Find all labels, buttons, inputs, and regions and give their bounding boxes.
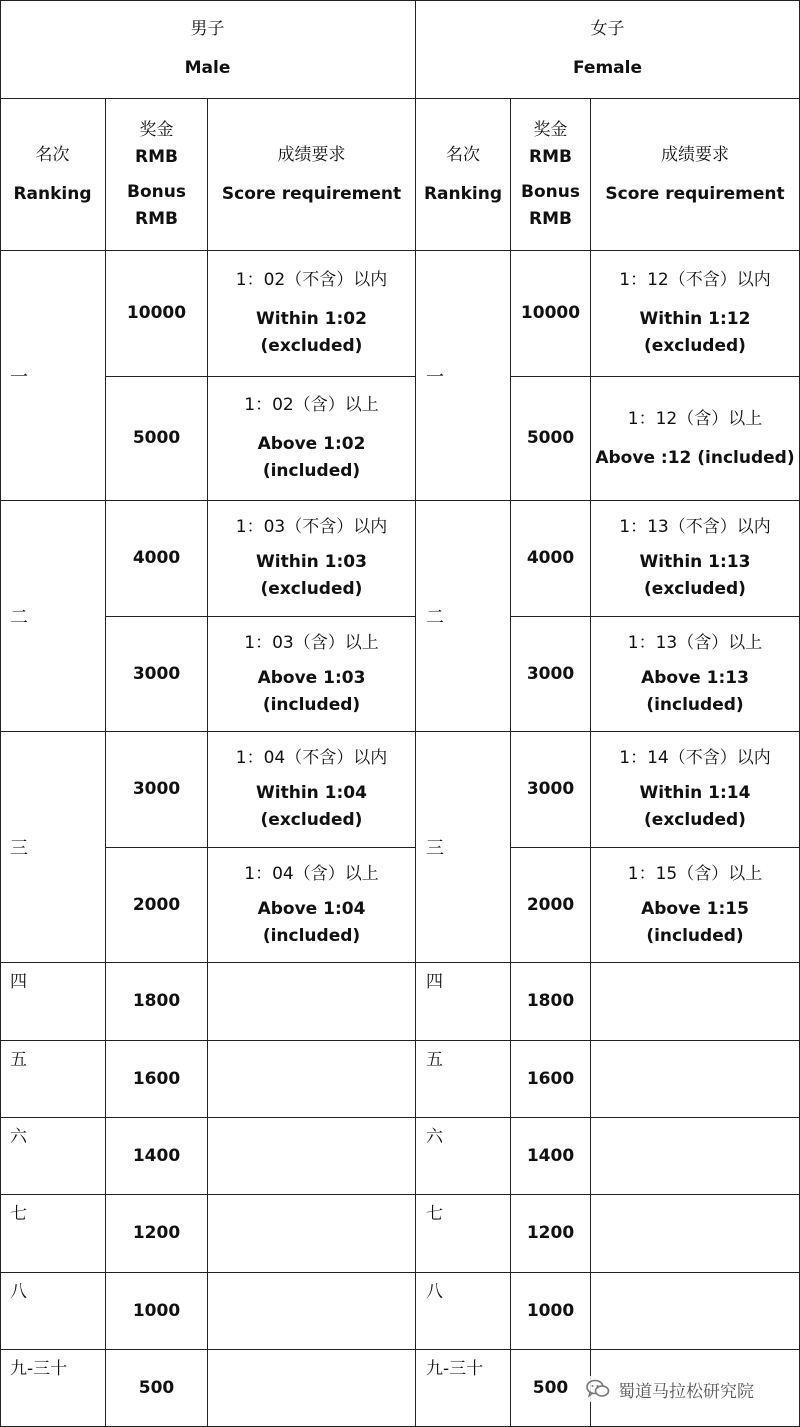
bonus-value: 5000: [526, 428, 575, 448]
rank-label: 九-三十: [426, 1359, 484, 1379]
bonus-value: 1000: [132, 1300, 181, 1321]
bonus-value: 1600: [132, 1068, 181, 1089]
rank-label: 三: [426, 838, 444, 859]
req-en-line1: Above 1:15: [641, 898, 749, 919]
subheader-ranking-female: [416, 99, 511, 251]
req-cn: 1：04（含）以上: [244, 863, 379, 884]
rank-cell: [0, 732, 106, 963]
rank-label: 三: [10, 838, 28, 859]
bonus-value: 1400: [132, 1145, 181, 1166]
bonus-value: 1400: [526, 1145, 575, 1166]
rank-label: 八: [426, 1282, 443, 1302]
score-cell: [208, 251, 416, 377]
req-cn: 1：12（含）以上: [627, 408, 763, 429]
header-male: [0, 0, 416, 99]
bonus-cell: [106, 251, 208, 377]
req-en-line2: (included): [262, 461, 361, 481]
header-female-cn: 女子: [590, 19, 625, 39]
bonus-label-cn: 奖金: [533, 119, 568, 140]
req-en-line1: Within 1:02: [256, 309, 367, 329]
score-cell: [591, 251, 800, 377]
bonus-cell: [511, 617, 591, 732]
bonus-value: 2000: [526, 894, 575, 915]
bonus-label-rmb2: RMB: [135, 208, 178, 229]
rank-cell: [416, 1273, 511, 1350]
rank-label: 一: [10, 366, 28, 388]
req-en-line2: (included): [262, 694, 361, 715]
bonus-cell: [106, 1041, 208, 1118]
rank-cell: [416, 963, 511, 1041]
bonus-cell: [511, 1195, 591, 1273]
bonus-label-en: Bonus: [521, 181, 580, 202]
req-en-line1: Above 1:13: [641, 667, 749, 688]
score-label-en: Score requirement: [605, 183, 785, 204]
ranking-label-en: Ranking: [13, 183, 92, 204]
bonus-cell: [511, 377, 591, 501]
bonus-value: 10000: [126, 303, 187, 323]
ranking-label-en: Ranking: [423, 183, 503, 204]
rank-label: 一: [426, 366, 444, 388]
subheader-ranking-male: [0, 99, 106, 251]
score-cell: [591, 1195, 800, 1273]
bonus-cell: [511, 1273, 591, 1350]
score-cell: [208, 963, 416, 1041]
bonus-value: 1600: [526, 1068, 575, 1089]
req-en-line2: (excluded): [260, 810, 363, 830]
bonus-cell: [511, 1118, 591, 1195]
rank-cell: [0, 1118, 106, 1195]
bonus-value: 2000: [132, 894, 181, 915]
rank-cell: [0, 1195, 106, 1273]
score-cell: [591, 963, 800, 1041]
req-en-line2: (excluded): [260, 336, 363, 356]
watermark-text: 蜀道马拉松研究院: [618, 1381, 754, 1402]
req-cn: 1：14（不含）以内: [619, 748, 771, 768]
bonus-value: 1800: [526, 991, 575, 1011]
score-cell: [208, 848, 416, 963]
bonus-cell: [106, 732, 208, 848]
score-label-cn: 成绩要求: [661, 144, 729, 165]
bonus-label-cn: 奖金: [139, 119, 174, 140]
req-en-line1: Above 1:03: [257, 667, 366, 688]
bonus-cell: [511, 732, 591, 848]
score-cell: [208, 1273, 416, 1350]
rank-label: 八: [10, 1282, 27, 1302]
rank-label: 二: [426, 607, 444, 628]
req-cn: 1：02（不含）以内: [235, 270, 388, 290]
bonus-value: 500: [532, 1377, 569, 1398]
rank-label: 六: [10, 1127, 27, 1147]
bonus-cell: [106, 963, 208, 1041]
bonus-cell: [106, 1350, 208, 1427]
rank-cell: [416, 501, 511, 732]
req-en-line1: Above :12 (included): [595, 447, 795, 468]
score-cell: [591, 848, 800, 963]
bonus-value: 3000: [132, 663, 181, 684]
bonus-label-en: Bonus: [127, 181, 186, 202]
rank-label: 六: [426, 1127, 443, 1147]
score-cell: [208, 1041, 416, 1118]
bonus-cell: [106, 848, 208, 963]
rank-cell: [0, 1350, 106, 1427]
req-cn: 1：03（含）以上: [244, 632, 379, 653]
rank-label: 四: [426, 972, 443, 992]
bonus-value: 1800: [132, 991, 181, 1011]
score-cell: [208, 1195, 416, 1273]
req-cn: 1：04（不含）以内: [235, 748, 388, 768]
req-cn: 1：12（不含）以内: [619, 270, 771, 290]
bonus-cell: [106, 1118, 208, 1195]
bonus-value: 3000: [526, 779, 575, 799]
score-cell: [591, 1273, 800, 1350]
score-cell: [591, 1041, 800, 1118]
bonus-value: 500: [138, 1377, 175, 1398]
score-cell: [591, 1118, 800, 1195]
bonus-cell: [511, 1041, 591, 1118]
bonus-cell: [106, 377, 208, 501]
subheader-bonus-female: [511, 99, 591, 251]
rank-label: 四: [10, 972, 27, 992]
req-en-line1: Within 1:14: [639, 783, 751, 803]
req-cn: 1：13（含）以上: [627, 632, 763, 653]
rank-label: 九-三十: [10, 1359, 68, 1379]
subheader-bonus-male: [106, 99, 208, 251]
header-male-en: Male: [184, 58, 231, 78]
rank-cell: [0, 1041, 106, 1118]
bonus-cell: [511, 963, 591, 1041]
score-cell: [591, 501, 800, 617]
score-cell: [208, 1350, 416, 1427]
rank-label: 五: [426, 1050, 443, 1070]
bonus-cell: [511, 1350, 591, 1427]
bonus-cell: [106, 501, 208, 617]
req-en-line1: Within 1:12: [639, 309, 751, 329]
wechat-icon: [586, 1379, 610, 1399]
bonus-cell: [106, 1195, 208, 1273]
req-en-line2: (excluded): [260, 579, 363, 599]
bonus-label-rmb2: RMB: [529, 208, 572, 229]
bonus-value: 1200: [526, 1223, 575, 1243]
score-cell: [208, 1118, 416, 1195]
bonus-value: 4000: [526, 548, 575, 568]
rank-cell: [416, 1041, 511, 1118]
rank-label: 七: [10, 1204, 27, 1224]
bonus-value: 1000: [526, 1300, 575, 1321]
rank-cell: [416, 1350, 511, 1427]
watermark: [582, 1376, 758, 1402]
bonus-value: 5000: [132, 428, 181, 448]
bonus-cell: [106, 1273, 208, 1350]
bonus-value: 3000: [526, 663, 575, 684]
score-label-en: Score requirement: [221, 183, 402, 204]
ranking-label-cn: 名次: [35, 144, 70, 165]
rank-cell: [416, 732, 511, 963]
bonus-value: 10000: [520, 303, 581, 323]
req-en-line1: Above 1:02: [257, 434, 366, 454]
req-cn: 1：03（不含）以内: [235, 517, 388, 537]
score-cell: [591, 377, 800, 501]
subheader-score-male: [208, 99, 416, 251]
bonus-cell: [511, 848, 591, 963]
req-en-line2: (included): [646, 925, 744, 946]
subheader-score-female: [591, 99, 800, 251]
bonus-value: 4000: [132, 548, 181, 568]
bonus-cell: [106, 617, 208, 732]
score-label-cn: 成绩要求: [277, 144, 346, 165]
score-cell: [208, 617, 416, 732]
score-cell: [591, 617, 800, 732]
score-cell: [208, 732, 416, 848]
score-cell: [208, 377, 416, 501]
rank-label: 二: [10, 607, 28, 628]
bonus-value: 3000: [132, 779, 181, 799]
score-cell: [208, 501, 416, 617]
bonus-cell: [511, 501, 591, 617]
bonus-value: 1200: [132, 1223, 181, 1243]
header-female-en: Female: [573, 58, 642, 78]
req-en-line1: Within 1:13: [639, 552, 751, 572]
req-cn: 1：15（含）以上: [627, 863, 763, 884]
rank-cell: [416, 251, 511, 501]
rank-cell: [416, 1118, 511, 1195]
header-female: [416, 0, 800, 99]
req-en-line2: (included): [262, 925, 361, 946]
req-en-line1: Within 1:04: [256, 783, 367, 803]
rank-cell: [416, 1195, 511, 1273]
req-en-line2: (included): [646, 694, 744, 715]
rank-label: 五: [10, 1050, 27, 1070]
rank-cell: [0, 1273, 106, 1350]
ranking-label-cn: 名次: [446, 144, 480, 165]
score-cell: [591, 732, 800, 848]
req-en-line2: (excluded): [644, 579, 746, 599]
rank-cell: [0, 251, 106, 501]
bonus-label-rmb: RMB: [529, 146, 572, 167]
rank-cell: [0, 501, 106, 732]
req-cn: 1：02（含）以上: [244, 395, 379, 415]
bonus-cell: [511, 251, 591, 377]
req-en-line1: Above 1:04: [257, 898, 366, 919]
req-en-line2: (excluded): [644, 336, 746, 356]
req-en-line2: (excluded): [644, 810, 746, 830]
rank-label: 七: [426, 1204, 443, 1224]
req-en-line1: Within 1:03: [256, 552, 367, 572]
header-male-cn: 男子: [190, 19, 225, 39]
bonus-label-rmb: RMB: [135, 146, 178, 167]
req-cn: 1：13（不含）以内: [619, 517, 771, 537]
rank-cell: [0, 963, 106, 1041]
